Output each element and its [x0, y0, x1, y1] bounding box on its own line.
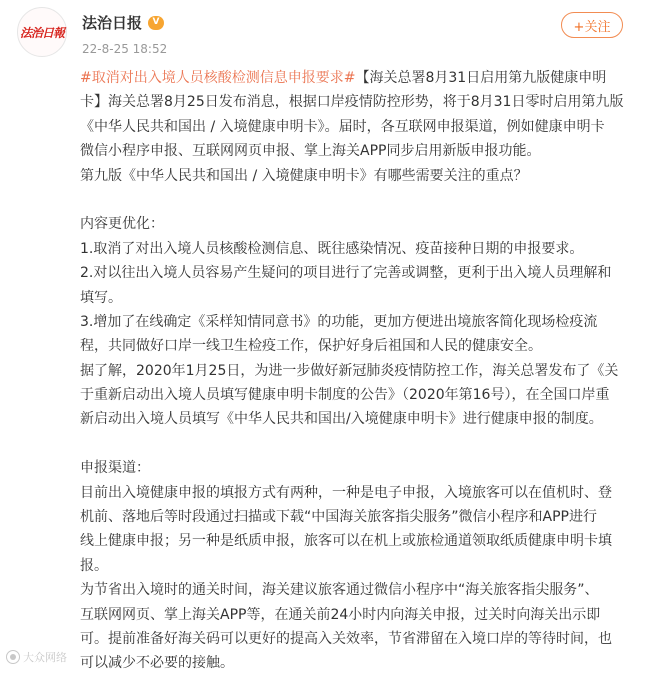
- post-line: 报。: [80, 557, 108, 574]
- watermark: [6, 649, 67, 665]
- post-line: 程，共同做好口岸一线卫生检疫工作，保护好身后祖国和人民的健康安全。: [80, 338, 542, 355]
- post-line: 微信小程序申报、互联网网页申报、掌上海关APP同步启用新版申报功能。: [80, 143, 541, 160]
- follow-button[interactable]: +关注: [561, 12, 623, 38]
- post-line: 可。提前准备好海关码可以更好的提高入关效率，节省滞留在入境口岸的等待时间，也: [80, 630, 612, 647]
- post-line: 新启动出入境人员填写《中华人民共和国出/入境健康申明卡》进行健康申报的制度。: [80, 411, 603, 428]
- watermark-logo-icon: [6, 650, 20, 664]
- watermark-text: 大众网络: [23, 651, 67, 664]
- post-line: 为节省出入境时的通关时间，海关建议旅客通过微信小程序中“海关旅客指尖服务”、: [80, 582, 599, 599]
- blank-line: [80, 188, 628, 212]
- post-line: 卡】海关总署8月25日发布消息，根据口岸疫情防控形势，将于8月31日零时启用第九版: [80, 94, 624, 111]
- post-content: [80, 66, 628, 676]
- post-line: 线上健康申报；另一种是纸质申报，旅客可以在机上或旅检通道领取纸质健康申明卡填: [80, 533, 612, 550]
- author-name[interactable]: 法治日报: [82, 14, 143, 32]
- post-line: 申报渠道：: [80, 460, 150, 477]
- avatar-logo-text: 法治日報: [19, 25, 64, 40]
- post-line: 第九版《中华人民共和国出 / 入境健康申明卡》有哪些需要关注的重点？: [80, 167, 528, 184]
- post-line: 2.对以往出入境人员容易产生疑问的项目进行了完善或调整，更利于出入境人员理解和: [80, 265, 612, 282]
- post-line: 机前、落地后等时段通过扫描或下载“中国海关旅客指尖服务”微信小程序和APP进行: [80, 509, 597, 526]
- post-line: 1.取消了对出入境人员核酸检测信息、既往感染情况、疫苗接种日期的申报要求。: [80, 240, 584, 257]
- hashtag-link[interactable]: #取消对出入境人员核酸检测信息申报要求#: [80, 70, 356, 86]
- avatar[interactable]: [17, 7, 67, 57]
- post-timestamp[interactable]: 22-8-25 18:52: [82, 42, 168, 56]
- post-line: 于重新启动出入境人员填写健康申明卡制度的公告》（2020年第16号），在全国口岸重: [80, 387, 610, 404]
- author-row: [82, 12, 164, 33]
- blank-line: [80, 432, 628, 456]
- post-line: 目前出入境健康申报的填报方式有两种，一种是电子申报，入境旅客可以在值机时、登: [80, 484, 612, 501]
- post-line: 《中华人民共和国出 / 入境健康申明卡》。届时，各互联网申报渠道，例如健康申明卡: [80, 118, 605, 135]
- post-line: 3.增加了在线确定《采样知情同意书》的功能，更加方便进出境旅客简化现场检疫流: [80, 313, 598, 330]
- post-line: 内容更优化：: [80, 216, 164, 233]
- post-line: 据了解，2020年1月25日，为进一步做好新冠肺炎疫情防控工作，海关总署发布了《关: [80, 362, 619, 379]
- post-line: 填写。: [80, 289, 122, 306]
- post-line: 可以减少不必要的接触。: [80, 655, 234, 672]
- post-line: 互联网网页、掌上海关APP等，在通关前24小时内向海关申报，过关时向海关出示即: [80, 606, 601, 623]
- vip-badge-icon: [148, 16, 164, 30]
- post-line-text: 【海关总署8月31日启用第九版健康申明: [355, 70, 607, 86]
- vip-badge-label: V: [152, 17, 160, 27]
- post-line: [80, 66, 628, 90]
